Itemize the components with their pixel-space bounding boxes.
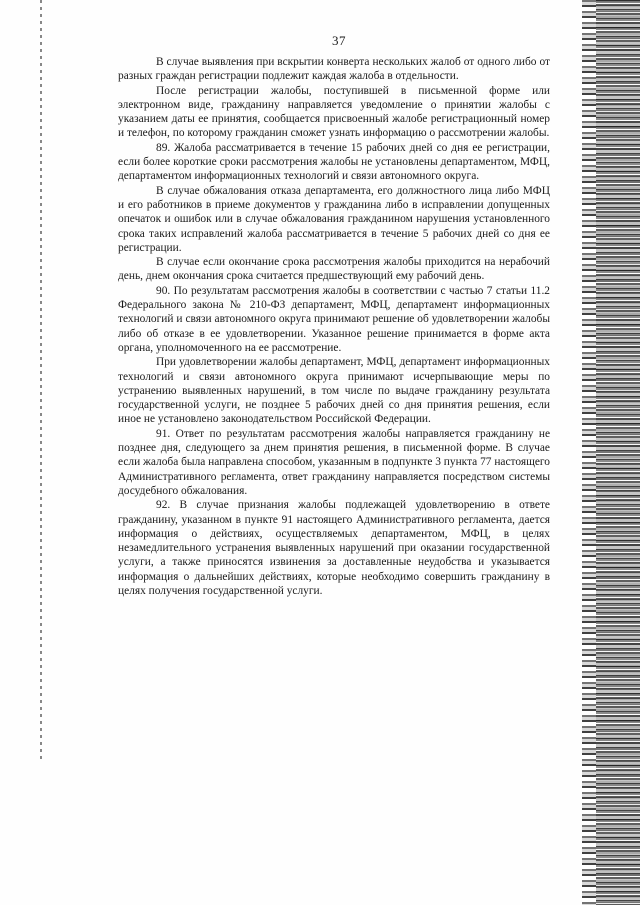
paragraph: После регистрации жалобы, поступившей в письменной форме или электронном виде, гражданину направляется уведомление о принятии жалобы с указанием даты ее принятия, сообщается присвоенный жалобе регистрационный номер и телефон, по которому гражданин сможет узнать информацию о рассмотрении жалобы. bbox=[118, 84, 550, 140]
paragraph: В случае обжалования отказа департамента, его должностного лица либо МФЦ и его работников в приеме документов у гражданина либо в исправлении допущенных опечаток и ошибок или в случае обжалования гражданином нарушения установленного срока таких исправлений жалоба рассматривается в течение 5 рабочих дней со дня ее регистрации. bbox=[118, 184, 550, 254]
paragraph: В случае если окончание срока рассмотрения жалобы приходится на нерабочий день, днем окончания срока считается предшествующий ему рабочий день. bbox=[118, 256, 550, 283]
scan-edge-texture bbox=[596, 0, 640, 905]
page-number: 37 bbox=[332, 33, 346, 48]
paragraph: 90. По результатам рассмотрения жалобы в соответствии с частью 7 статьи 11.2 Федерального закона № 210-ФЗ департамент, МФЦ, департамент информационных технологий и связи автономного округа принимают решение об удовлетворении жалобы либо об отказе в ее удовлетворении. Указанное решение принимается в форме акта органа, уполномоченного на ее рассмотрение. bbox=[118, 284, 550, 354]
paragraph: 92. В случае признания жалобы подлежащей удовлетворению в ответе гражданину, указанном в пункте 91 настоящего Административного регламента, дается информация о действиях, осуществляемых департаментом, МФЦ, в целях незамедлительного устранения выявленных нарушений при оказании государственной услуги, а также приносятся извинения за доставленные неудобства и указывается информация о дальнейших действиях, которые необходимо совершить гражданину в целях получения государственной услуги. bbox=[118, 499, 550, 597]
scan-binding-mark bbox=[40, 0, 42, 760]
paragraph: При удовлетворении жалобы департамент, МФЦ, департамент информационных технологий и связи автономного округа принимают исчерпывающие меры по устранению выявленных нарушений, в том числе по выдаче гражданину результата государственной услуги, не позднее 5 рабочих дней со дня принятия решения, если иное не установлено законодательством Российской Федерации. bbox=[118, 356, 550, 426]
paragraph: 91. Ответ по результатам рассмотрения жалобы направляется гражданину не позднее дня, следующего за днем принятия решения, в письменной форме. В случае если жалоба была направлена способом, указанным в подпункте 3 пункта 77 настоящего Административного регламента, ответ гражданину направляется посредством системы досудебного обжалования. bbox=[118, 427, 550, 497]
paragraph: В случае выявления при вскрытии конверта нескольких жалоб от одного либо от разных граждан регистрации подлежит каждая жалоба в отдельности. bbox=[118, 56, 550, 83]
document-body bbox=[118, 55, 550, 598]
paragraph: 89. Жалоба рассматривается в течение 15 рабочих дней со дня ее регистрации, если более короткие сроки рассмотрения жалобы не установлены департаментом, МФЦ, департаментом информационных технологий и связи автономного округа. bbox=[118, 141, 550, 183]
